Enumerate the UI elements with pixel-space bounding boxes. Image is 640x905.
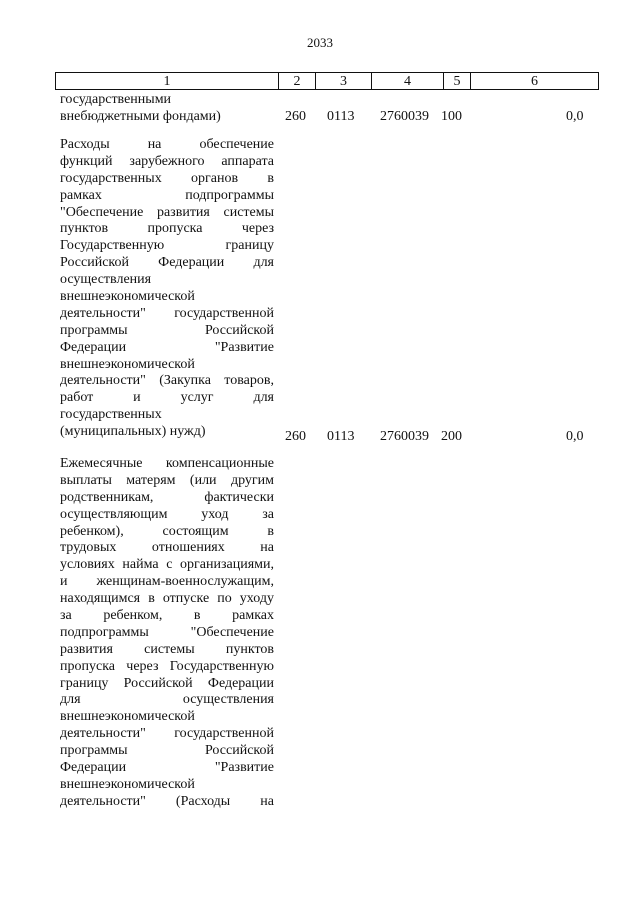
header-col-4: 4	[371, 73, 443, 89]
text-line: находящимся в отпуске по уходу	[60, 591, 274, 607]
text-line: деятельности" (Расходы на	[60, 793, 274, 809]
text-line: (муниципальных) нужд)	[60, 424, 206, 440]
header-col-3: 3	[315, 73, 371, 89]
row-2-col-5: 200	[441, 429, 462, 444]
text-line: рамках подпрограммы	[60, 187, 274, 203]
text-line: программы Российской	[60, 743, 274, 759]
header-col-1: 1	[163, 74, 171, 89]
header-col-2: 2	[278, 73, 315, 89]
text-line: трудовых отношениях на	[60, 540, 274, 556]
text-line: пропуска через Государственную	[60, 658, 274, 674]
page-number: 2033	[307, 35, 333, 50]
text-line: Федерации "Развитие	[60, 760, 274, 776]
text-line: пунктов пропуска через	[60, 221, 274, 237]
row-2-description	[60, 137, 274, 441]
header-col-6: 6	[470, 73, 598, 89]
table-header	[55, 72, 599, 90]
text-line: Расходы на обеспечение	[60, 137, 274, 152]
row-1-description	[60, 92, 274, 126]
text-line: осуществляющим уход за	[60, 506, 274, 522]
row-2-col-2: 260	[285, 429, 306, 444]
text-line: деятельности" государственной	[60, 305, 274, 321]
text-line: границу Российской Федерации	[60, 675, 274, 691]
text-line: внешнеэкономической	[60, 356, 195, 372]
text-line: внешнеэкономической	[60, 776, 195, 792]
row-3-description	[60, 456, 274, 811]
text-line: родственникам, фактически	[60, 489, 274, 505]
text-line: развития системы пунктов	[60, 641, 274, 657]
text-line: государственных органов в	[60, 170, 274, 186]
text-line: внешнеэкономической	[60, 289, 195, 305]
row-2-col-3: 0113	[327, 429, 355, 444]
text-line: Российской Федерации для	[60, 255, 274, 271]
row-1-col-5: 100	[441, 109, 462, 124]
header-col-5: 5	[443, 73, 470, 89]
row-1-col-3: 0113	[327, 109, 355, 124]
text-line: внешнеэкономической	[60, 709, 195, 725]
row-2-col-4: 2760039	[380, 429, 429, 444]
row-1-col-2: 260	[285, 109, 306, 124]
text-line: подпрограммы "Обеспечение	[60, 624, 274, 640]
text-line: государственных	[60, 407, 162, 423]
text-line: деятельности" государственной	[60, 726, 274, 742]
text-line: за ребенком, в рамках	[60, 608, 274, 624]
text-line: Ежемесячные компенсационные	[60, 456, 274, 471]
row-1-col-4: 2760039	[380, 109, 429, 124]
row-2-col-6: 0,0	[566, 429, 584, 444]
text-line: для осуществления	[60, 692, 274, 708]
text-line: Федерации "Развитие	[60, 339, 274, 355]
text-line: деятельности" (Закупка товаров,	[60, 373, 274, 389]
text-line: ребенком), состоящим в	[60, 523, 274, 539]
text-line: осуществления	[60, 272, 152, 288]
text-line: "Обеспечение развития системы	[60, 204, 274, 220]
text-line: и женщинам-военнослужащим,	[60, 574, 274, 590]
text-line: работ и услуг для	[60, 390, 274, 406]
text-line: государственными	[60, 92, 172, 107]
text-line: Государственную границу	[60, 238, 274, 254]
text-line: программы Российской	[60, 322, 274, 338]
text-line: внебюджетными фондами)	[60, 108, 221, 124]
text-line: выплаты матерям (или другим	[60, 472, 274, 488]
text-line: условиях найма с организациями,	[60, 557, 274, 573]
row-1-col-6: 0,0	[566, 109, 584, 124]
text-line: функций зарубежного аппарата	[60, 153, 274, 169]
